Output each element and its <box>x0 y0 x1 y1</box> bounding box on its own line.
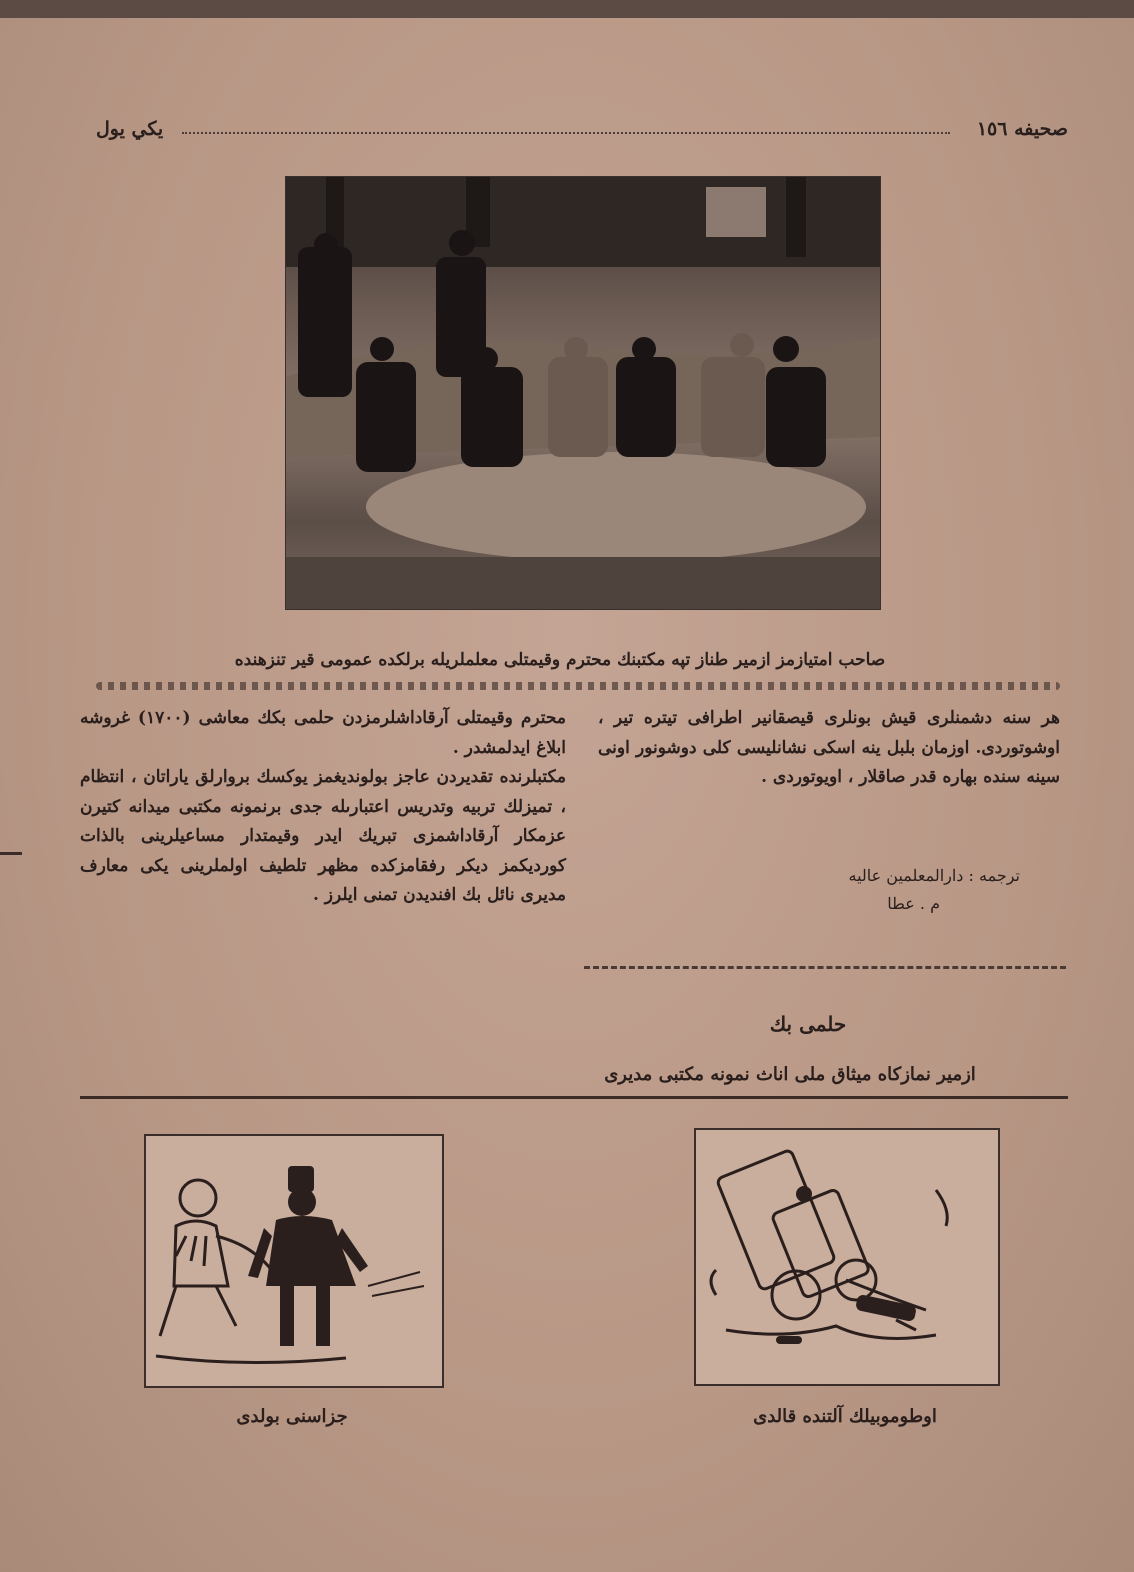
photo-caption: صاحب امتيازمز ازمير طناز تپه مكتبنك محترم وقيمتلى معلملريله برلكده عمومى قير تنزهنده <box>234 650 886 670</box>
poem-paragraph: هر سنه دشمنلرى قيش بونلرى قيصقانير اطرافى تيتره تير ، اوشوتوردى. اوزمان بلبل ينه اسكى نشانليسى كلى دوشونور اونى سينه سنده بهاره قدر صاقلار ، اويوتوردى . <box>598 708 1060 787</box>
ornamental-rule <box>96 682 1060 690</box>
translator-name: م . عطا <box>887 894 940 913</box>
running-head <box>96 118 1068 148</box>
page-number: صحيفه ١٥٦ <box>976 118 1068 140</box>
cartoon-two-figures <box>144 1134 444 1388</box>
announcement-column <box>80 704 566 911</box>
translation-credit-line: ترجمه : دارالمعلمين عاليه <box>848 866 1020 885</box>
scan-top-edge <box>0 0 1134 18</box>
signature-name: حلمى بك <box>769 1012 847 1036</box>
header-dotted-rule <box>182 132 950 134</box>
translation-credit <box>598 862 1060 918</box>
announcement-paragraph-2: مكتبلرنده تقديردن عاجز بولونديغمز يوكسك بروارلق ياراتان ، انتظام ، تميزلك تربيه وتدريس اعتبارىله جدى برنمونه مكتبى ميدانه كتيرن عزمكار آرقاداشمزى تبريك ايدر وقيمتدار مساعيلرينى بالذات كورديكمز ديكر رفقامزكده مظهر تلطيف اولملرينى يكى معارف مديرى نائل بك افنديدن تمنى ايلرز . <box>80 767 566 905</box>
poem-column <box>598 704 1060 793</box>
margin-mark <box>0 852 22 855</box>
journal-name: يكي يول <box>96 118 164 140</box>
cartoon-caption-left: جزاسنى بولدى <box>236 1406 348 1427</box>
cartoon-automobile-drawing <box>696 1130 998 1384</box>
cartoon-two-figures-drawing <box>146 1136 442 1386</box>
cartoon-caption-right: اوطوموبيلك آلتنده قالدى <box>753 1406 937 1427</box>
announcement-paragraph-1: محترم وقيمتلى آرقاداشلرمزدن حلمى بكك معاشى (١٧٠٠) غروشه ابلاغ ايدلمشدر . <box>80 708 566 758</box>
group-photo <box>285 176 881 610</box>
section-divider <box>80 1096 1068 1099</box>
dashed-rule <box>584 966 1066 969</box>
cartoon-automobile <box>694 1128 1000 1386</box>
group-photo-illustration <box>286 177 880 609</box>
signature-title: ازمير نمازكاه ميثاق ملى اناث نمونه مكتبى مديرى <box>604 1064 976 1085</box>
